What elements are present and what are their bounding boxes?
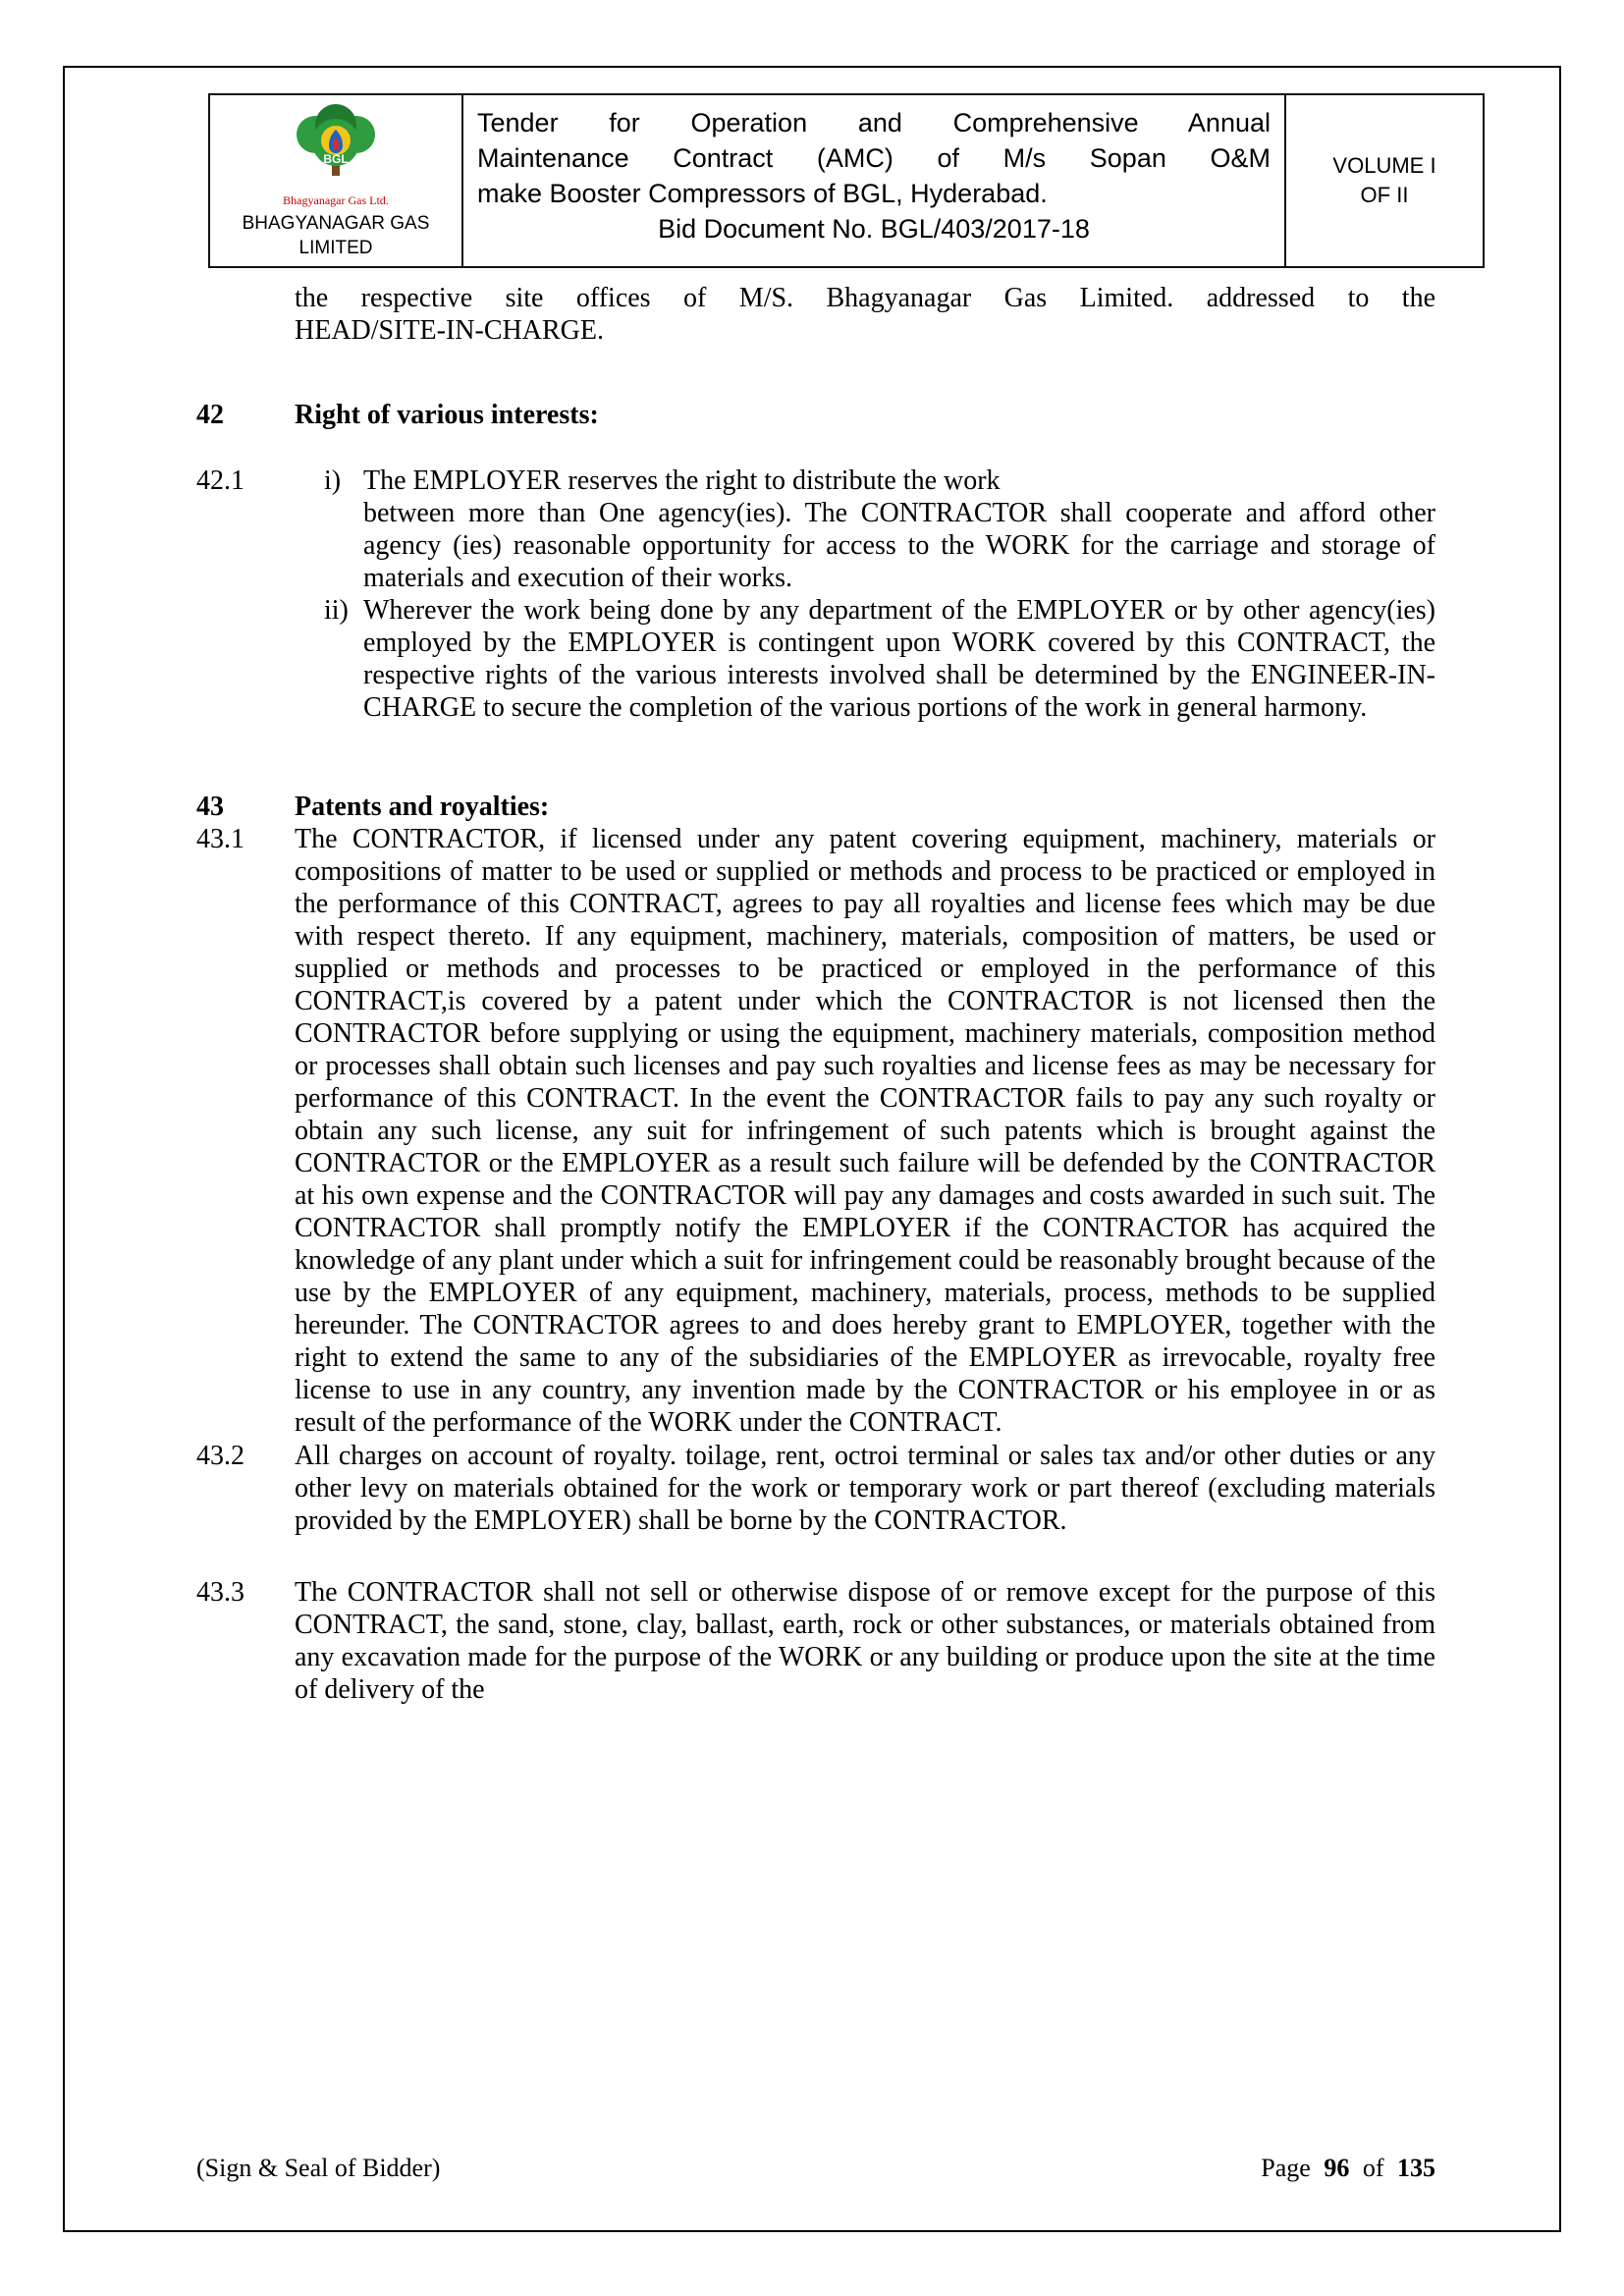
bgl-logo-icon <box>283 103 389 193</box>
org-name: BHAGYANAGAR GAS LIMITED <box>242 213 430 258</box>
page-total: 135 <box>1397 2154 1435 2182</box>
list-marker: i) <box>324 465 342 496</box>
clause-43-1 <box>196 823 1435 1439</box>
clause-42-1 <box>196 465 1435 724</box>
clause-number: 43.2 <box>196 1441 244 1471</box>
header-title-cell <box>463 95 1286 266</box>
list-item-text <box>363 465 1435 594</box>
document-body <box>196 282 1435 1706</box>
bid-document-number: Bid Document No. BGL/403/2017-18 <box>658 214 1090 244</box>
volume-cell <box>1286 95 1483 266</box>
list-item-ii <box>295 594 1435 724</box>
tender-title-line: make Booster Compressors of BGL, Hyderabad. <box>477 179 1048 208</box>
of-word: of <box>1362 2154 1384 2182</box>
section-number: 42 <box>196 400 224 430</box>
page-word: Page <box>1261 2154 1311 2182</box>
clause-43-3 <box>196 1576 1435 1706</box>
intro-paragraph <box>295 282 1435 347</box>
page-footer <box>196 2153 1435 2184</box>
page-indicator <box>1261 2153 1435 2184</box>
item-text: between more than One agency(ies). The CONTRACTOR shall cooperate and afford other agency (ies) reasonable opportunity for access to the WORK for the carriage and storage of materials and execution of their works. <box>363 498 1435 593</box>
list-marker: ii) <box>324 595 349 626</box>
page-number: 96 <box>1324 2154 1350 2182</box>
intro-line: the respective site offices of M/S. Bhagyanagar Gas Limited. addressed to the <box>295 283 1435 313</box>
item-lead-line: The EMPLOYER reserves the right to distribute the work <box>363 465 1001 496</box>
logo-monogram: BGL <box>323 152 349 166</box>
clause-number: 43.3 <box>196 1577 244 1608</box>
section-43-heading <box>196 791 1435 823</box>
item-text: Wherever the work being done by any department of the EMPLOYER or by other agency(ies) employed by the EMPLOYER is contingent upon WORK covered by this CONTRACT, the respective rights of the various interests involved shall be determined by the ENGINEER-IN-CHARGE to secure the completion of the various portions of the work in general harmony. <box>363 595 1435 723</box>
section-42-heading <box>196 399 1435 431</box>
tender-title-line: Tender for Operation and Comprehensive Annual <box>477 108 1271 137</box>
header-table <box>208 93 1485 268</box>
section-title: Patents and royalties: <box>295 792 550 822</box>
clause-text: The CONTRACTOR, if licensed under any patent covering equipment, machinery, materials or compositions of matter to be used or supplied or methods and process to be practiced or employed in the performance of this CONTRACT, agrees to pay all royalties and license fees which may be due with respect thereto. If any equipment, machinery, materials, composition of matters, be used or supplied or methods and processes to be practiced or employed in the performance of this CONTRACT,is covered by a patent under which the CONTRACTOR is not licensed then the CONTRACTOR before supplying or using the equipment, machinery materials, composition method or processes shall obtain such licenses and pay such royalties and license fees as may be necessary for performance of this CONTRACT. In the event the CONTRACTOR fails to pay any such royalty or obtain any such license, any suit for infringement of such patents which is brought against the CONTRACTOR or the EMPLOYER as a result such failure will be defended by the CONTRACTOR at his own expense and the CONTRACTOR will pay any damages and costs awarded in such suit. The CONTRACTOR shall promptly notify the EMPLOYER if the CONTRACTOR has acquired the knowledge of any plant under which a suit for infringement could be reasonably brought because of the use by the EMPLOYER of any equipment, machinery, materials, process, methods to be supplied hereunder. The CONTRACTOR agrees to and does hereby grant to EMPLOYER, together with the right to extend the same to any of the subsidiaries of the EMPLOYER as irrevocable, royalty free license to use in any country, any invention made by the CONTRACTOR or his employee in or as result of the performance of the WORK under the CONTRACT. <box>295 824 1435 1438</box>
clause-body <box>295 465 1435 724</box>
volume-line: OF II <box>1360 183 1409 207</box>
logo-cell <box>210 95 463 266</box>
section-title: Right of various interests: <box>295 400 599 430</box>
volume-line: VOLUME I <box>1332 153 1436 178</box>
intro-line: HEAD/SITE-IN-CHARGE. <box>295 315 604 346</box>
list-item-i <box>295 465 1435 594</box>
clause-number: 43.1 <box>196 824 244 854</box>
section-number: 43 <box>196 792 224 822</box>
logo-caption: Bhagyanagar Gas Ltd. <box>283 193 389 207</box>
clause-text: All charges on account of royalty. toilage, rent, octroi terminal or sales tax and/or other duties or any other levy on materials obtained for the work or temporary work or part thereof (excluding materials provided by the EMPLOYER) shall be borne by the CONTRACTOR. <box>295 1441 1435 1536</box>
clause-43-2 <box>196 1440 1435 1537</box>
sign-seal-label: (Sign & Seal of Bidder) <box>196 2154 441 2182</box>
clause-text: The CONTRACTOR shall not sell or otherwise dispose of or remove except for the purpose of this CONTRACT, the sand, stone, clay, ballast, earth, rock or other substances, or materials obtained from any excavation made for the purpose of the WORK or any building or produce upon the site at the time of delivery of the <box>295 1577 1435 1705</box>
tender-title-line: Maintenance Contract (AMC) of M/s Sopan O&M <box>477 143 1271 173</box>
clause-number: 42.1 <box>196 465 244 496</box>
